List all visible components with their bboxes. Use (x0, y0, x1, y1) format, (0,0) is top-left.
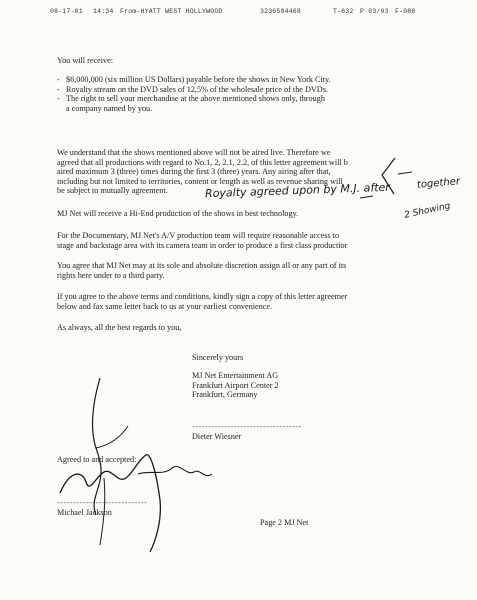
signature-dash-line: ---------------------------------- (192, 422, 302, 431)
paragraph-line: You agree that MJ Net may at its sole and absolute discretion assign all or any part of its (57, 261, 347, 270)
fax-page: P 03/03 (360, 8, 389, 15)
arrow-stroke (398, 172, 412, 174)
paragraph-line: If you agree to the above terms and conditions, kindly sign a copy of this letter agreemer (57, 292, 348, 301)
fax-date: 08-17-01 (50, 8, 83, 15)
sincerely-text: Sincerely yours (192, 353, 244, 362)
fax-from: From-HYATT WEST HOLLYWOOD (120, 8, 223, 15)
company-line: Frankfurt Airport Center 2 (192, 380, 279, 390)
bullet-dash: - (57, 84, 60, 94)
intro-text: You will receive: (57, 56, 114, 65)
together-note: together (416, 176, 461, 191)
bracket-stroke (382, 158, 395, 194)
jackson-signature-stroke (138, 466, 212, 475)
wiesner-signature-stroke (93, 378, 102, 515)
signatory-name: Dieter Wiesner (192, 432, 242, 441)
fax-time: 14:34 (93, 8, 114, 15)
company-line: Frankfurt, Germany (192, 390, 258, 400)
underline-stroke (360, 196, 373, 198)
paragraph-hi-end: MJ Net will receive a Hi-End production of the shows in best technology. (57, 209, 299, 218)
jackson-signature-stroke (100, 478, 105, 545)
paragraph-line: stage and backstage area with its camera team in order to produce a first class productior (57, 240, 348, 250)
paragraph-line: aired maximum 3 (three) times during the first 3 (three) years. Any airing after that, (57, 167, 331, 177)
paragraph-line: rights here under to a third party. (57, 270, 165, 280)
paragraph-line: including but not limited to territories, content or length as well as revenue sharing will (57, 176, 343, 186)
bullet-dash: - (57, 94, 60, 104)
accept-dash-line: ---------------------------- (57, 498, 148, 507)
bullet-dash: - (57, 75, 60, 84)
company-line: MJ Net Entertainment AG (192, 371, 279, 380)
bullet-line: The right to sell your merchandise at the above mentioned shows only, through (66, 94, 325, 104)
bullet-line: a company named by you. (66, 103, 153, 113)
bullet-line: Royalty stream on the DVD sales of 12,5% of the wholesale price of the DVDs. (66, 84, 328, 94)
fax-phone: 3236504468 (260, 8, 302, 15)
fax-f-code: F-080 (395, 8, 416, 15)
agreed-label: Agreed to and accepted: (57, 455, 137, 464)
paragraph-line: be subject to mutually agreement. (57, 186, 168, 196)
bullet-line: $6,000,000 (six million US Dollars) payable before the shows in New York City. (66, 75, 331, 84)
paragraph-line: agreed that all productions with regard to No.1, 2, 2.1, 2.2, of this letter agreement will b (57, 157, 348, 167)
royalty-note: Royalty agreed upon by M.J. after (204, 180, 391, 201)
paragraph-line: We understand that the shows mentioned above will not be aired live. Therefore we (57, 148, 331, 157)
wiesner-signature-stroke (96, 426, 128, 448)
closing-text: As always, all the best regards to you, (57, 323, 182, 332)
paragraph-line: below and fax same letter back to us at your earliest convenience. (57, 301, 273, 311)
showing-note: 2 Showing (403, 201, 452, 221)
jackson-signature-stroke (60, 455, 160, 552)
fax-t-code: T-632 (333, 8, 354, 15)
page-label: Page 2 MJ Net (260, 518, 309, 527)
paragraph-line: For the Documentary, MJ Net's A/V production team will require reasonable access to (57, 231, 340, 240)
signatory-two: Michael Jackson (57, 508, 112, 517)
